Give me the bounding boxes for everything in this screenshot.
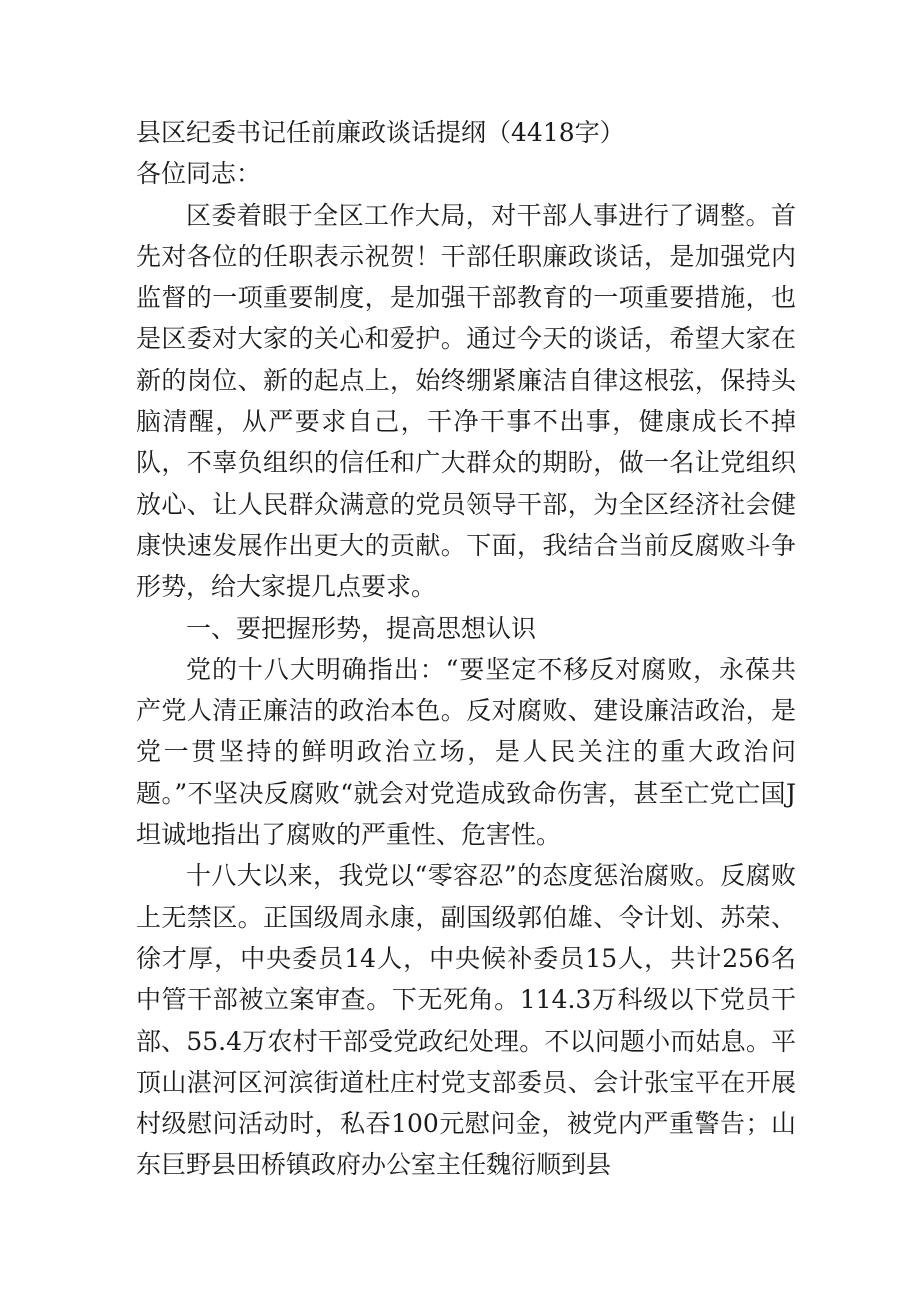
- salutation: 各位同志：: [136, 159, 262, 189]
- document-title: 县区纪委书记任前廉政谈话提纲（4418字）: [136, 118, 625, 147]
- paragraph-intro: 区委着眼于全区工作大局，对干部人事进行了调整。首先对各位的任职表示祝贺！干部任职廉政谈话，是加强党内监督的一项重要制度，是加强干部教育的一项重要措施，也是区委对大家的关心和爱护。通过今天的谈话，希望大家在新的岗位、新的起点上，始终绷紧廉洁自律这根弦，保持头脑清醒，从严要求自己，干净干事不出事，健康成长不掉队，不辜负组织的信任和广大群众的期盼，做一名让党组织放心、让人民群众满意的党员领导干部，为全区经济社会健康快速发展作出更大的贡献。下面，我结合当前反腐败斗争形势，给大家提几点要求。: [136, 200, 796, 602]
- paragraph-18th-congress: 党的十八大明确指出：“要坚定不移反对腐败，永葆共产党人清正廉洁的政治本色。反对腐败、建设廉洁政治，是党一贯坚持的鲜明政治立场，是人民关注的重大政治问题。”不坚决反腐败“就会对党造成致命伤害，甚至亡党亡国J坦诚地指出了腐败的严重性、危害性。: [136, 654, 796, 850]
- section-heading-1: 一、要把握形势，提高思想认识: [186, 613, 537, 643]
- document-body: [136, 112, 796, 1186]
- paragraph-zero-tolerance: 十八大以来，我党以“零容忍”的态度惩治腐败。反腐败上无禁区。正国级周永康，副国级郭伯雄、令计划、苏荣、徐才厚，中央委员14人，中央候补委员15人，共计256名中管干部被立案审查。下无死角。114.3万科级以下党员干部、55.4万农村干部受党政纪处理。不以问题小而姑息。平顶山湛河区河滨街道杜庄村党支部委员、会计张宝平在开展村级慰问活动时，私吞100元慰问金，被党内严重警告；山东巨野县田桥镇政府办公室主任魏衍顺到县: [136, 861, 796, 1180]
